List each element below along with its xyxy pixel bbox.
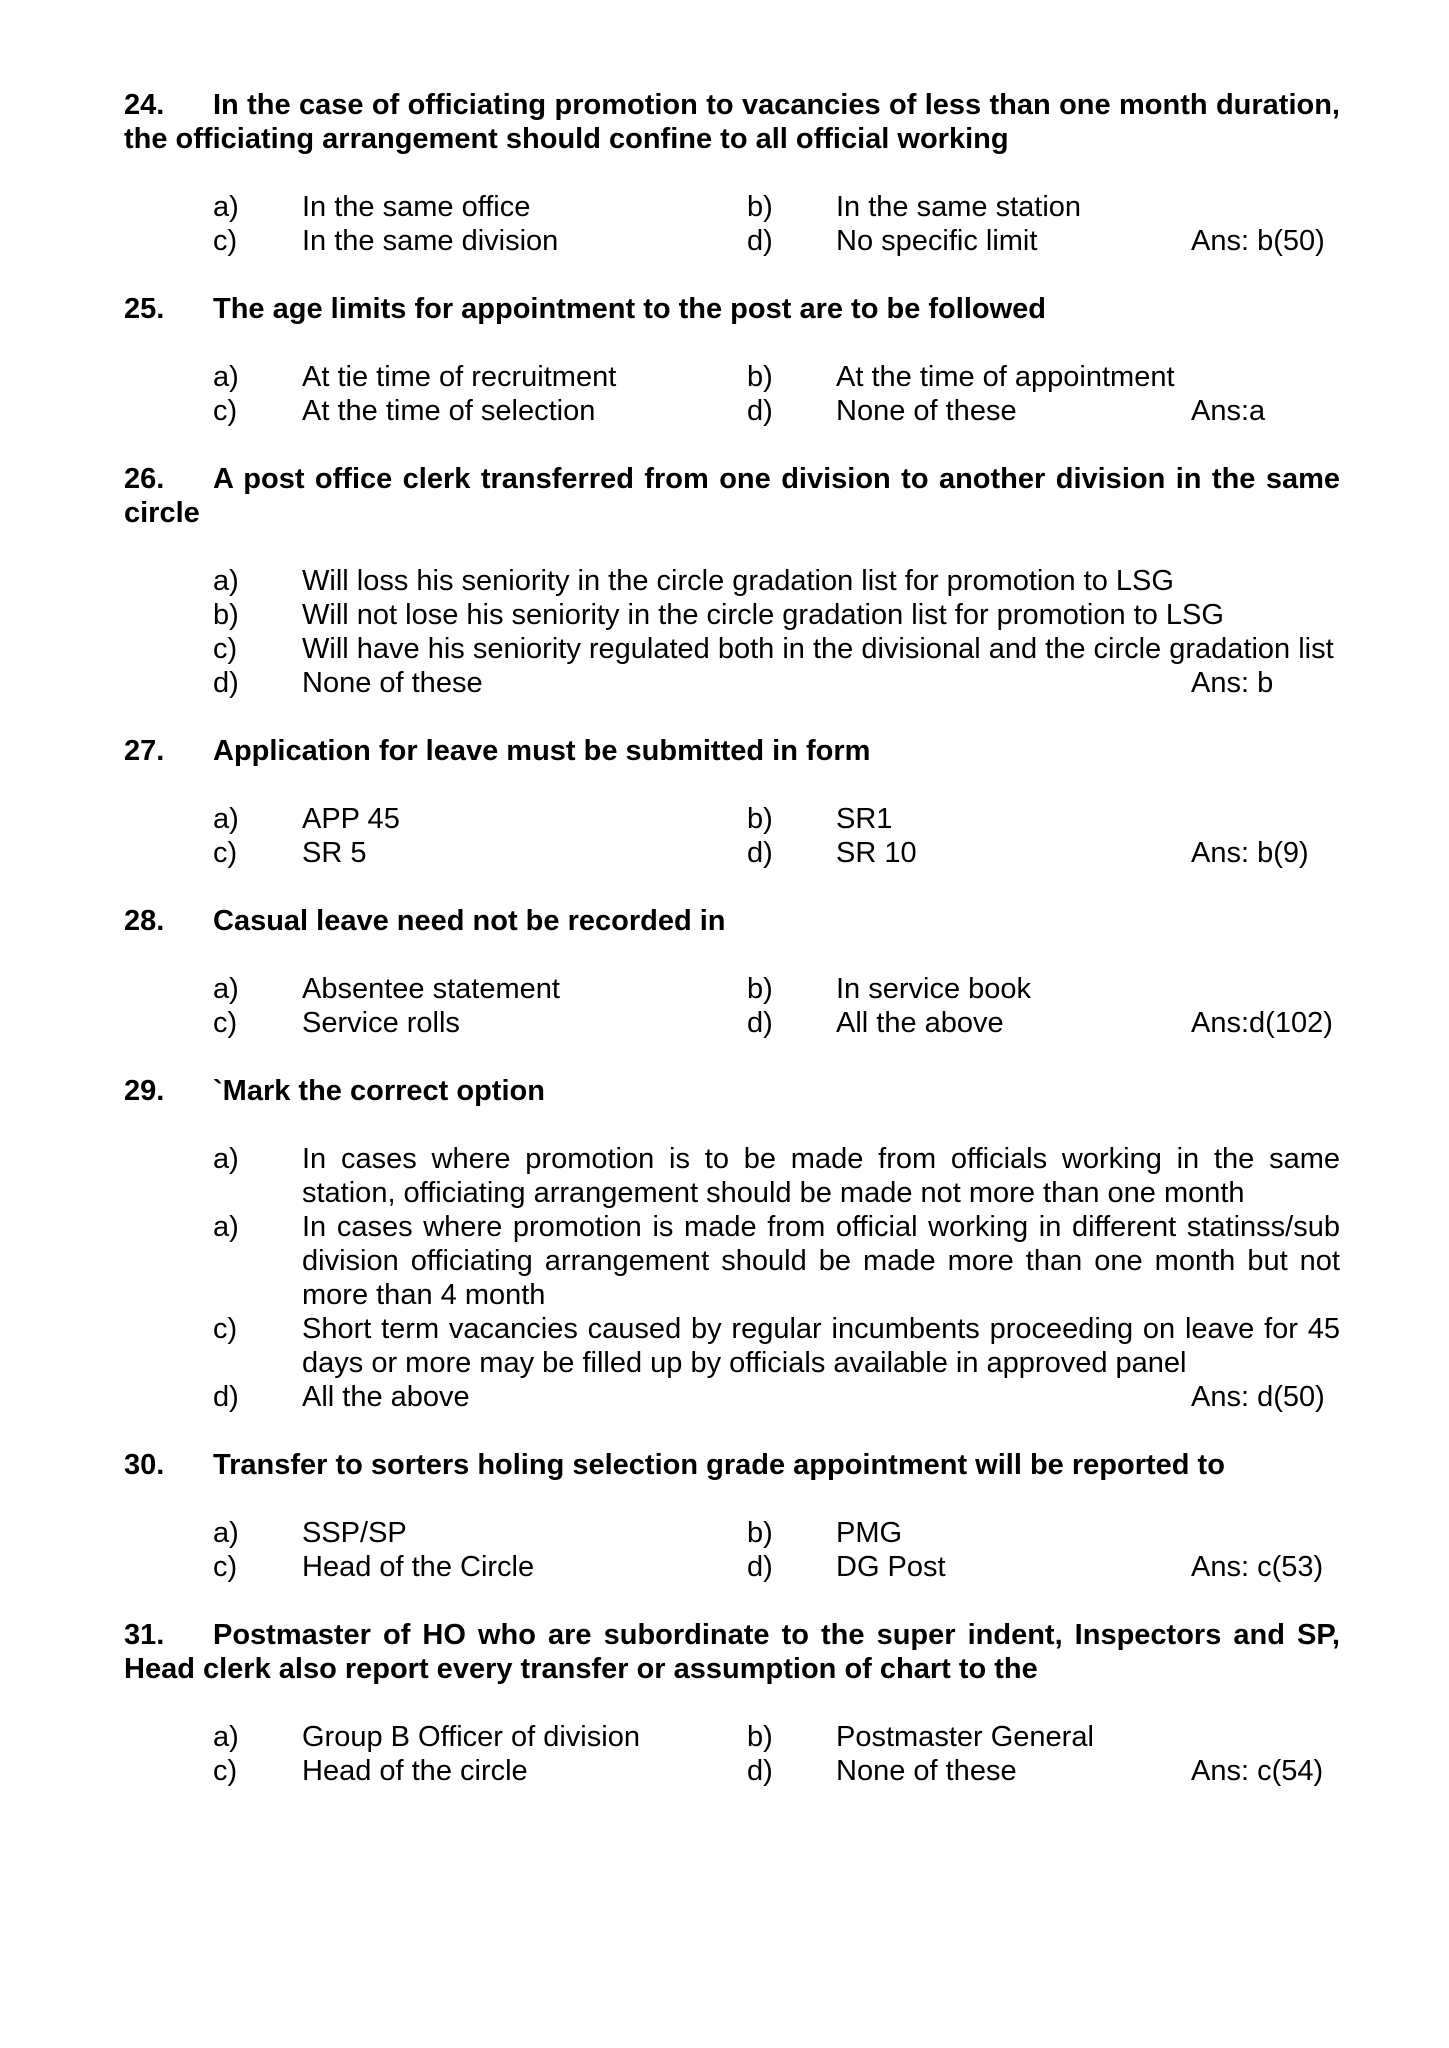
option-row [124, 632, 1340, 666]
option-row [124, 394, 1340, 428]
option-row [124, 1210, 1340, 1312]
question-number: 29. [124, 1075, 165, 1107]
option-letter: c) [213, 1007, 238, 1039]
question-28 [124, 904, 1340, 1040]
question-27 [124, 734, 1340, 870]
answer-key: Ans: b(50) [1191, 225, 1325, 257]
question-number: 31. [124, 1619, 165, 1651]
option-a: At tie time of recruitment [302, 361, 617, 393]
option-row [124, 190, 1340, 224]
options [124, 564, 1340, 700]
option-row [124, 802, 1340, 836]
option-c: SR 5 [302, 837, 367, 869]
question-number: 25. [124, 293, 165, 325]
option-c: Head of the Circle [302, 1551, 535, 1583]
option-b: At the time of appointment [836, 361, 1175, 393]
option-d: None of these [836, 1755, 1017, 1787]
option-letter: b) [747, 361, 773, 393]
option-letter: c) [213, 1313, 238, 1345]
option-row [124, 1006, 1340, 1040]
option-row [124, 1142, 1340, 1210]
option-b: In the same station [836, 191, 1082, 223]
option-letter: a) [213, 1143, 239, 1175]
option-row [124, 1754, 1340, 1788]
option-a: SSP/SP [302, 1517, 407, 1549]
option-letter: d) [747, 395, 773, 427]
option-row [124, 224, 1340, 258]
option-letter: b) [747, 1721, 773, 1753]
option-c: Will have his seniority regulated both in the divisional and the circle gradation list [302, 633, 1334, 665]
option-d: SR 10 [836, 837, 917, 869]
option-a: APP 45 [302, 803, 400, 835]
option-row [124, 1516, 1340, 1550]
question-body: Application for leave must be submitted in form [213, 735, 871, 767]
option-letter: c) [213, 395, 238, 427]
option-b: SR1 [836, 803, 893, 835]
option-d: None of these [836, 395, 1017, 427]
options [124, 190, 1340, 258]
option-letter: b) [747, 973, 773, 1005]
question-text [124, 734, 1340, 768]
option-letter: c) [213, 837, 238, 869]
option-3: Short term vacancies caused by regular incumbents proceeding on leave for 45 days or more may be filled up by officials available in approved panel [302, 1313, 1340, 1379]
question-body: A post office clerk transferred from one division to another division in the same circle [124, 463, 1340, 529]
option-row [124, 564, 1340, 598]
option-letter: a) [213, 1517, 239, 1549]
question-24 [124, 88, 1340, 258]
option-letter: d) [747, 1007, 773, 1039]
question-29 [124, 1074, 1340, 1414]
question-body: `Mark the correct option [213, 1075, 545, 1107]
question-list [124, 88, 1340, 1788]
option-b: Will not lose his seniority in the circle gradation list for promotion to LSG [302, 599, 1224, 631]
answer-key: Ans:a [1191, 395, 1266, 427]
option-letter: a) [213, 973, 239, 1005]
question-body: The age limits for appointment to the post are to be followed [213, 293, 1046, 325]
option-row [124, 360, 1340, 394]
option-row [124, 1380, 1340, 1414]
option-a: Will loss his seniority in the circle gradation list for promotion to LSG [302, 565, 1174, 597]
question-text [124, 88, 1340, 156]
answer-key: Ans: c(54) [1191, 1755, 1324, 1787]
option-letter: c) [213, 633, 238, 665]
question-number: 24. [124, 89, 165, 121]
answer-key: Ans: c(53) [1191, 1551, 1324, 1583]
option-letter: d) [747, 1755, 773, 1787]
option-letter: b) [747, 803, 773, 835]
option-letter: c) [213, 1551, 238, 1583]
option-letter: b) [747, 1517, 773, 1549]
options [124, 1720, 1340, 1788]
option-b: Postmaster General [836, 1721, 1094, 1753]
option-1: In cases where promotion is to be made from officials working in the same station, officiating arrangement should be made not more than one month [302, 1143, 1340, 1209]
option-row [124, 1312, 1340, 1380]
option-c: In the same division [302, 225, 559, 257]
option-letter: a) [213, 1211, 239, 1243]
option-letter: b) [747, 191, 773, 223]
question-30 [124, 1448, 1340, 1584]
question-body: Postmaster of HO who are subordinate to the super indent, Inspectors and SP, Head clerk also report every transfer or assumption of chart to the [124, 1619, 1340, 1685]
question-number: 30. [124, 1449, 165, 1481]
option-letter: c) [213, 1755, 238, 1787]
options [124, 802, 1340, 870]
option-letter: d) [747, 225, 773, 257]
question-number: 26. [124, 463, 165, 495]
option-row [124, 1720, 1340, 1754]
option-row [124, 972, 1340, 1006]
question-number: 28. [124, 905, 165, 937]
option-row [124, 666, 1340, 700]
option-row [124, 836, 1340, 870]
question-text [124, 1074, 1340, 1108]
option-letter: a) [213, 803, 239, 835]
option-c: Head of the circle [302, 1755, 528, 1787]
options [124, 972, 1340, 1040]
option-letter: a) [213, 191, 239, 223]
option-letter: d) [747, 837, 773, 869]
question-body: Transfer to sorters holing selection grade appointment will be reported to [213, 1449, 1225, 1481]
options [124, 360, 1340, 428]
question-text [124, 462, 1340, 530]
question-26 [124, 462, 1340, 700]
option-row [124, 1550, 1340, 1584]
option-letter: d) [213, 1381, 239, 1413]
question-text [124, 1448, 1340, 1482]
option-d: DG Post [836, 1551, 946, 1583]
answer-key: Ans: d(50) [1191, 1381, 1325, 1413]
option-d: All the above [836, 1007, 1004, 1039]
option-letter: a) [213, 1721, 239, 1753]
question-text [124, 1618, 1340, 1686]
question-body: In the case of officiating promotion to vacancies of less than one month duration, the officiating arrangement should confine to all official working [124, 89, 1340, 155]
option-row [124, 598, 1340, 632]
option-4: All the above [302, 1381, 470, 1413]
option-2: In cases where promotion is made from official working in different statinss/sub division officiating arrangement should be made more than one month but not more than 4 month [302, 1211, 1340, 1311]
option-letter: c) [213, 225, 238, 257]
option-b: PMG [836, 1517, 903, 1549]
question-number: 27. [124, 735, 165, 767]
question-text [124, 904, 1340, 938]
option-c: At the time of selection [302, 395, 596, 427]
option-letter: a) [213, 565, 239, 597]
option-d: No specific limit [836, 225, 1038, 257]
option-c: Service rolls [302, 1007, 460, 1039]
option-d: None of these [302, 667, 483, 699]
option-letter: b) [213, 599, 239, 631]
option-letter: d) [213, 667, 239, 699]
options [124, 1142, 1340, 1414]
question-body: Casual leave need not be recorded in [213, 905, 726, 937]
options [124, 1516, 1340, 1584]
option-a: Absentee statement [302, 973, 560, 1005]
option-letter: a) [213, 361, 239, 393]
question-25 [124, 292, 1340, 428]
answer-key: Ans: b(9) [1191, 837, 1309, 869]
option-a: In the same office [302, 191, 531, 223]
option-letter: d) [747, 1551, 773, 1583]
answer-key: Ans:d(102) [1191, 1007, 1333, 1039]
question-text [124, 292, 1340, 326]
question-31 [124, 1618, 1340, 1788]
answer-key: Ans: b [1191, 667, 1274, 699]
option-a: Group B Officer of division [302, 1721, 640, 1753]
option-b: In service book [836, 973, 1032, 1005]
